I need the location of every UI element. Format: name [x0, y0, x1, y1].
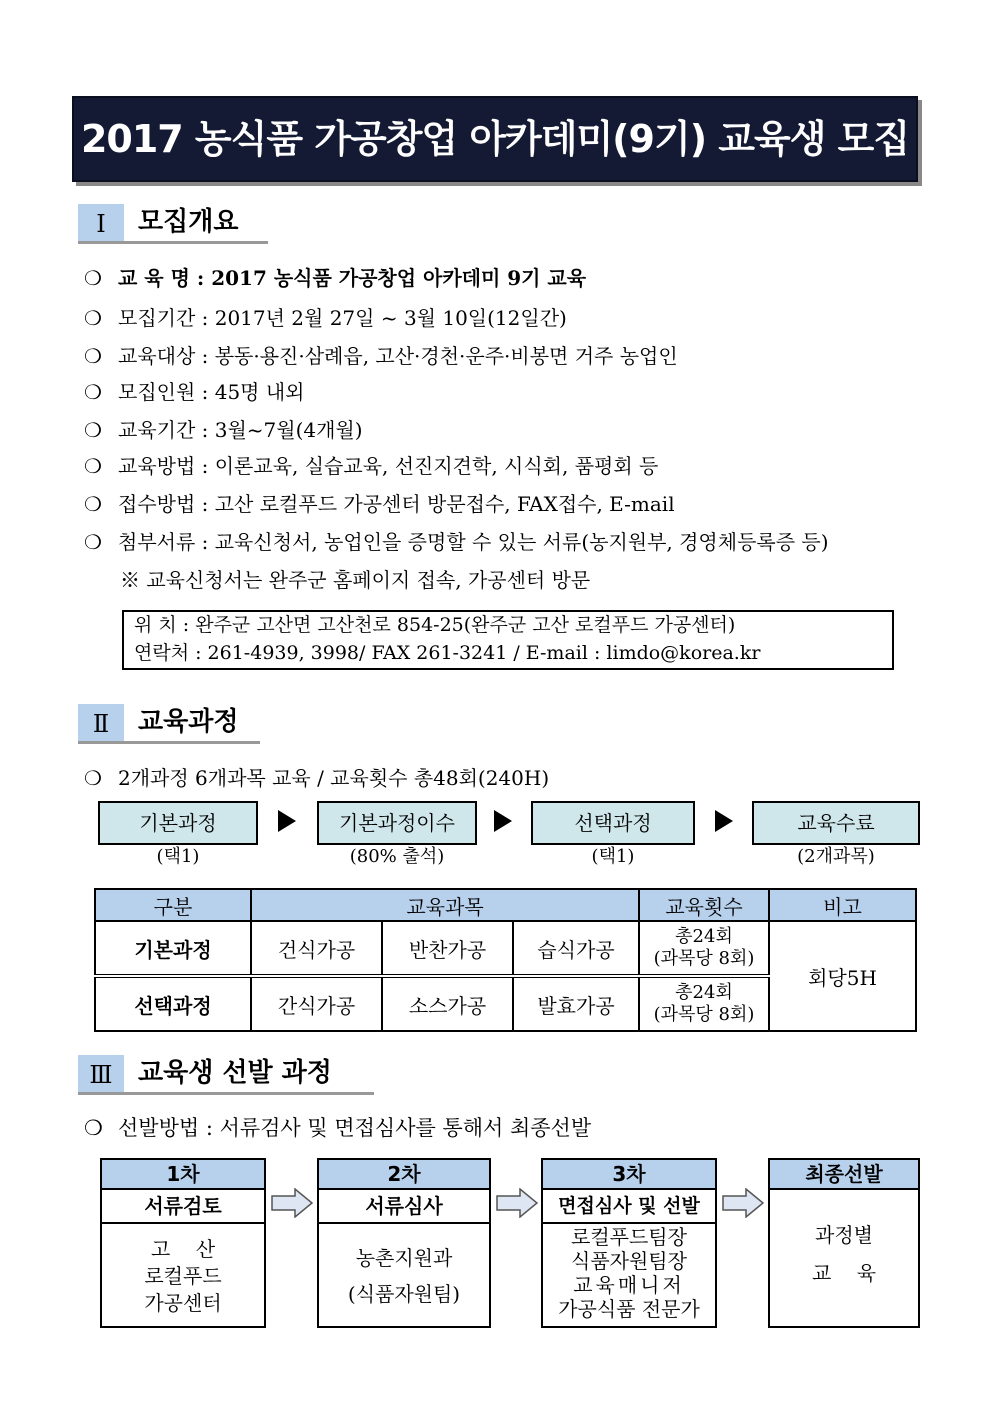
count-cell: [639, 921, 769, 976]
item-label: 첨부서류 :: [118, 530, 215, 554]
step-body-line: 과정별: [815, 1223, 873, 1247]
section1-note: ※ 교육신청서는 완주군 홈페이지 접속, 가공센터 방문: [120, 568, 591, 592]
section2-summary-text: 2개과정 6개과목 교육 / 교육횟수 총48회(240H): [118, 766, 550, 790]
section1-item: [84, 264, 586, 292]
flow-arrow-icon: [715, 810, 733, 832]
item-label: 접수방법 :: [118, 492, 215, 516]
flow-arrow-icon: [494, 810, 512, 832]
section1-item: [84, 490, 675, 518]
item-value: 3월~7월(4개월): [214, 418, 363, 442]
step-body-line: 로컬푸드: [144, 1264, 222, 1288]
selection-step-3: [541, 1158, 717, 1328]
item-label: 모집인원 :: [118, 380, 215, 404]
item-value: 45명 내외: [214, 380, 305, 404]
step-body-line: 가공식품 전문가: [558, 1297, 700, 1321]
step-body-line: 고 산: [150, 1237, 216, 1261]
section3-underline: [78, 1092, 374, 1095]
bullet-icon: ❍: [84, 344, 102, 368]
selection-step-2: [317, 1158, 491, 1328]
block-arrow-icon: [271, 1188, 313, 1218]
step-body-line: 농촌지원과: [355, 1246, 453, 1270]
step-head: 1차: [102, 1160, 264, 1190]
step-head: 3차: [543, 1160, 715, 1190]
selection-final: [768, 1158, 920, 1328]
step-sub: 서류검토: [102, 1190, 264, 1224]
flow-step-finish: 교육수료: [752, 801, 920, 845]
bullet-icon: ❍: [84, 766, 102, 790]
table-header-row: [95, 889, 916, 921]
step-body-line: 로컬푸드팀장: [571, 1225, 687, 1249]
table-header: 교육과목: [251, 889, 639, 921]
bullet-icon: ❍: [84, 530, 102, 554]
subject-cell: 간식가공: [251, 976, 382, 1031]
block-arrow-icon: [722, 1188, 764, 1218]
flow-step-elective: 선택과정: [531, 801, 695, 845]
table-header: 비고: [769, 889, 916, 921]
count-per-subject: (과목당 8회): [653, 948, 755, 969]
section1-number: Ⅰ: [78, 204, 124, 244]
table-row: [95, 921, 916, 976]
count-total: 총24회: [675, 926, 733, 947]
step-body: [543, 1224, 715, 1321]
bullet-icon: ❍: [84, 454, 102, 478]
step-sub: 서류심사: [319, 1190, 489, 1224]
item-label: 교육대상 :: [118, 344, 215, 368]
step-body: [319, 1224, 489, 1312]
section2-underline: [78, 741, 260, 744]
table-header: 교육횟수: [639, 889, 769, 921]
section1-item: [84, 416, 363, 444]
section3-summary: [84, 1114, 591, 1142]
step-head: 2차: [319, 1160, 489, 1190]
item-label: 교육방법 :: [118, 454, 215, 478]
bullet-icon: ❍: [84, 492, 102, 516]
subject-cell: 반찬가공: [382, 921, 513, 976]
step-body-line: 식품자원팀장: [571, 1249, 687, 1273]
count-per-subject: (과목당 8회): [653, 1004, 755, 1025]
bullet-icon: ❍: [84, 1116, 103, 1140]
note-cell: 회당5H: [769, 921, 916, 1031]
flow-arrow-icon: [278, 810, 296, 832]
section2-title: 교육과정: [138, 707, 239, 737]
section1-item: [84, 452, 658, 480]
section1-item: [84, 304, 567, 332]
step-body-line: 가공센터: [144, 1291, 222, 1315]
step-body: [770, 1190, 918, 1292]
item-value: 봉동·용진·삼례읍, 고산·경천·운주·비봉면 거주 농업인: [214, 344, 678, 368]
section2-summary: [84, 764, 549, 792]
course-name: 선택과정: [95, 976, 251, 1031]
section3-summary-text: 선발방법 : 서류검사 및 면접심사를 통해서 최종선발: [118, 1116, 592, 1140]
section2-number: Ⅱ: [78, 704, 124, 744]
bullet-icon: ❍: [84, 418, 102, 442]
step-sub: 면접심사 및 선발: [543, 1190, 715, 1224]
item-value: 고산 로컬푸드 가공센터 방문접수, FAX접수, E-mail: [214, 492, 675, 516]
section1-title: 모집개요: [138, 207, 239, 237]
step-body: [102, 1224, 264, 1317]
item-value: 이론교육, 실습교육, 선진지견학, 시식회, 품평회 등: [214, 454, 659, 478]
flow-step-finish-sub: (2개과목): [797, 846, 875, 867]
item-value: 2017년 2월 27일 ~ 3월 10일(12일간): [214, 306, 567, 330]
subject-cell: 발효가공: [513, 976, 639, 1031]
subject-cell: 소스가공: [382, 976, 513, 1031]
section3-title: 교육생 선발 과정: [138, 1058, 332, 1088]
item-value: 2017 농식품 가공창업 아카데미 9기 교육: [211, 266, 587, 290]
flow-step-basic: 기본과정: [98, 801, 258, 845]
subject-cell: 습식가공: [513, 921, 639, 976]
selection-step-1: [100, 1158, 266, 1328]
info-contact: 연락처 : 261-4939, 3998/ FAX 261-3241 / E-mail : limdo@korea.kr: [134, 642, 761, 664]
flow-step-basic-complete-sub: (80% 출석): [349, 846, 445, 867]
flow-step-basic-complete: 기본과정이수: [317, 801, 477, 845]
section1-item: [84, 378, 305, 406]
item-label: 교 육 명 :: [118, 266, 212, 290]
bullet-icon: ❍: [84, 306, 102, 330]
section1-item: [84, 342, 678, 370]
course-table: [94, 888, 917, 1032]
step-body-line: 교 육: [811, 1261, 877, 1285]
flow-step-elective-sub: (택1): [591, 846, 635, 867]
step-body-line: 교육매니저: [573, 1273, 685, 1297]
bullet-icon: ❍: [84, 380, 102, 404]
page-title: 2017 농식품 가공창업 아카데미(9기) 교육생 모집 안내문: [80, 117, 910, 247]
course-name: 기본과정: [95, 921, 251, 976]
count-cell: [639, 976, 769, 1031]
section1-underline: [78, 241, 268, 244]
subject-cell: 건식가공: [251, 921, 382, 976]
item-label: 교육기간 :: [118, 418, 215, 442]
bullet-icon: ❍: [84, 266, 102, 290]
table-header: 구분: [95, 889, 251, 921]
step-head: 최종선발: [770, 1160, 918, 1190]
info-location: 위 치 : 완주군 고산면 고산천로 854-25(완주군 고산 로컬푸드 가공센터): [134, 614, 736, 636]
section3-number: Ⅲ: [78, 1055, 124, 1095]
block-arrow-icon: [496, 1188, 538, 1218]
step-body-line: (식품자원팀): [347, 1282, 461, 1306]
flow-step-basic-sub: (택1): [156, 846, 200, 867]
section1-item: [84, 528, 829, 556]
item-value: 교육신청서, 농업인을 증명할 수 있는 서류(농지원부, 경영체등록증 등): [214, 530, 829, 554]
item-label: 모집기간 :: [118, 306, 215, 330]
count-total: 총24회: [675, 982, 733, 1003]
